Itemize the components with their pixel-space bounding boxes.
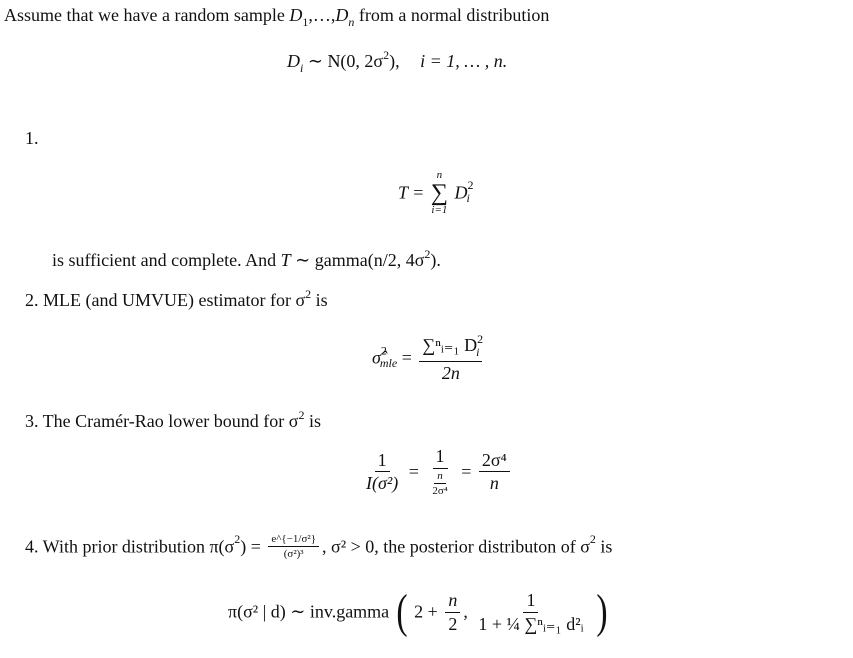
intro-tail: from a normal distribution bbox=[358, 5, 550, 25]
model-lhs-sub: i bbox=[300, 61, 304, 75]
item1-sum-lower: i=1 bbox=[431, 204, 448, 216]
item4-label-mid: ) = bbox=[240, 536, 261, 557]
intro-dots: ,…, bbox=[308, 5, 336, 25]
item2-lhs-sup: 2 bbox=[380, 343, 387, 358]
item4-equation bbox=[228, 585, 610, 638]
item1-term: D bbox=[454, 182, 468, 203]
item1-lhs: T = bbox=[398, 182, 425, 203]
item3-eq2: = bbox=[461, 461, 472, 482]
item1-term-sup: 2 bbox=[467, 178, 474, 193]
item2-num-sub: i bbox=[476, 345, 480, 359]
item4-b-den: 1 + ¼ ∑ⁿᵢ₌₁ d²ᵢ bbox=[478, 613, 584, 634]
item1-term-sub: i bbox=[466, 191, 470, 206]
item4-sep: , bbox=[463, 601, 468, 622]
item4-label-sq: 2 bbox=[234, 532, 241, 546]
item1-T: T bbox=[280, 250, 291, 270]
item4-prior-num: e^{−1/σ²} bbox=[268, 533, 319, 548]
item3-equation bbox=[360, 446, 513, 498]
item2-fraction bbox=[419, 333, 482, 383]
item2-num-text: ∑ⁿᵢ₌₁ D bbox=[422, 335, 478, 355]
item3-eq1: = bbox=[408, 461, 419, 482]
item3-label-sq: 2 bbox=[298, 408, 305, 422]
item4-a-den: 2 bbox=[448, 613, 458, 634]
item4-a-fraction bbox=[445, 590, 460, 634]
item2-lhs-sub: mle bbox=[379, 356, 398, 371]
item2-numerator bbox=[419, 333, 482, 362]
item4-prior-den: (σ²)³ bbox=[283, 548, 304, 561]
item3-fraction-3 bbox=[479, 450, 510, 494]
item2-label-tail: is bbox=[315, 290, 328, 310]
item2-label: 2. MLE (and UMVUE) estimator for σ bbox=[25, 290, 306, 310]
item3-label-tail: is bbox=[308, 411, 321, 431]
item1-rel: ∼ bbox=[295, 250, 311, 270]
intro-sentence: Assume that we have a random sample bbox=[4, 5, 285, 25]
item3-f2-den bbox=[426, 469, 453, 498]
item4-cond-tail: is bbox=[600, 536, 613, 557]
intro-sample-symbol: D bbox=[289, 5, 303, 25]
item3-f1-den: I(σ²) bbox=[366, 473, 399, 494]
item4-cond-sq: 2 bbox=[589, 532, 596, 546]
model-index: i = 1, … , n. bbox=[420, 51, 508, 71]
intro-sample-sub1: 1 bbox=[302, 15, 309, 29]
item3-f2-num: 1 bbox=[433, 446, 448, 469]
model-equation bbox=[287, 48, 507, 76]
item3-f2-den-den: 2σ⁴ bbox=[432, 485, 448, 498]
item3-fraction-2 bbox=[426, 446, 453, 498]
item4-label-line bbox=[25, 532, 612, 561]
item2-denominator: 2n bbox=[441, 362, 460, 383]
item1-sum-operator bbox=[431, 170, 448, 216]
sigma-icon: ∑ bbox=[430, 180, 448, 206]
item3-f3-den: n bbox=[489, 473, 499, 494]
item3-f3-num: 2σ⁴ bbox=[479, 450, 510, 473]
item1-number: 1. bbox=[25, 128, 39, 148]
model-dist: N(0, 2σ bbox=[327, 51, 384, 71]
item1-gamma-close: ). bbox=[430, 250, 441, 270]
item2-lhs: σ̂ bbox=[372, 347, 381, 368]
item3-f2-den-num: n bbox=[434, 470, 446, 485]
item3-f2-inner-fraction bbox=[429, 470, 450, 498]
item3-f1-num: 1 bbox=[375, 450, 390, 473]
right-paren-icon: ) bbox=[596, 585, 608, 638]
item4-prior-fraction bbox=[268, 533, 319, 561]
item3-fraction-1 bbox=[363, 450, 401, 494]
item2-label-sq: 2 bbox=[305, 287, 312, 301]
item1-sum-upper: n bbox=[436, 169, 443, 181]
item2-eq: = bbox=[401, 347, 412, 368]
model-lhs: D bbox=[287, 51, 300, 71]
intro-line bbox=[4, 5, 549, 30]
item4-a-pre: 2 + bbox=[414, 601, 438, 622]
item2-num-sup: 2 bbox=[477, 332, 484, 346]
item3-label: 3. The Cramér-Rao lower bound for σ bbox=[25, 411, 299, 431]
item1-equation bbox=[398, 169, 474, 216]
item1-gamma-sq: 2 bbox=[424, 247, 431, 261]
item2-equation bbox=[372, 333, 485, 383]
item1-text-line bbox=[52, 247, 441, 271]
item4-lhs: π(σ² | d) ∼ inv.gamma bbox=[228, 601, 390, 622]
item1-text: is sufficient and complete. And bbox=[52, 250, 277, 270]
item4-label: 4. With prior distribution π(σ bbox=[25, 536, 235, 557]
left-paren-icon: ( bbox=[396, 585, 408, 638]
item4-b-fraction bbox=[475, 590, 586, 634]
model-sq: 2 bbox=[383, 48, 390, 62]
model-close: ), bbox=[389, 51, 400, 71]
item4-a-num: n bbox=[445, 590, 460, 613]
item1-gamma: gamma(n/2, 4σ bbox=[314, 250, 425, 270]
item4-b-num: 1 bbox=[523, 590, 538, 613]
item2-label-line bbox=[25, 287, 328, 311]
intro-sample-symbol-n: D bbox=[335, 5, 349, 25]
item4-cond: , σ² > 0, the posterior distributon of σ bbox=[321, 536, 590, 557]
item3-label-line bbox=[25, 408, 321, 432]
model-rel: ∼ bbox=[307, 51, 323, 71]
intro-sample-subn: n bbox=[348, 15, 355, 29]
